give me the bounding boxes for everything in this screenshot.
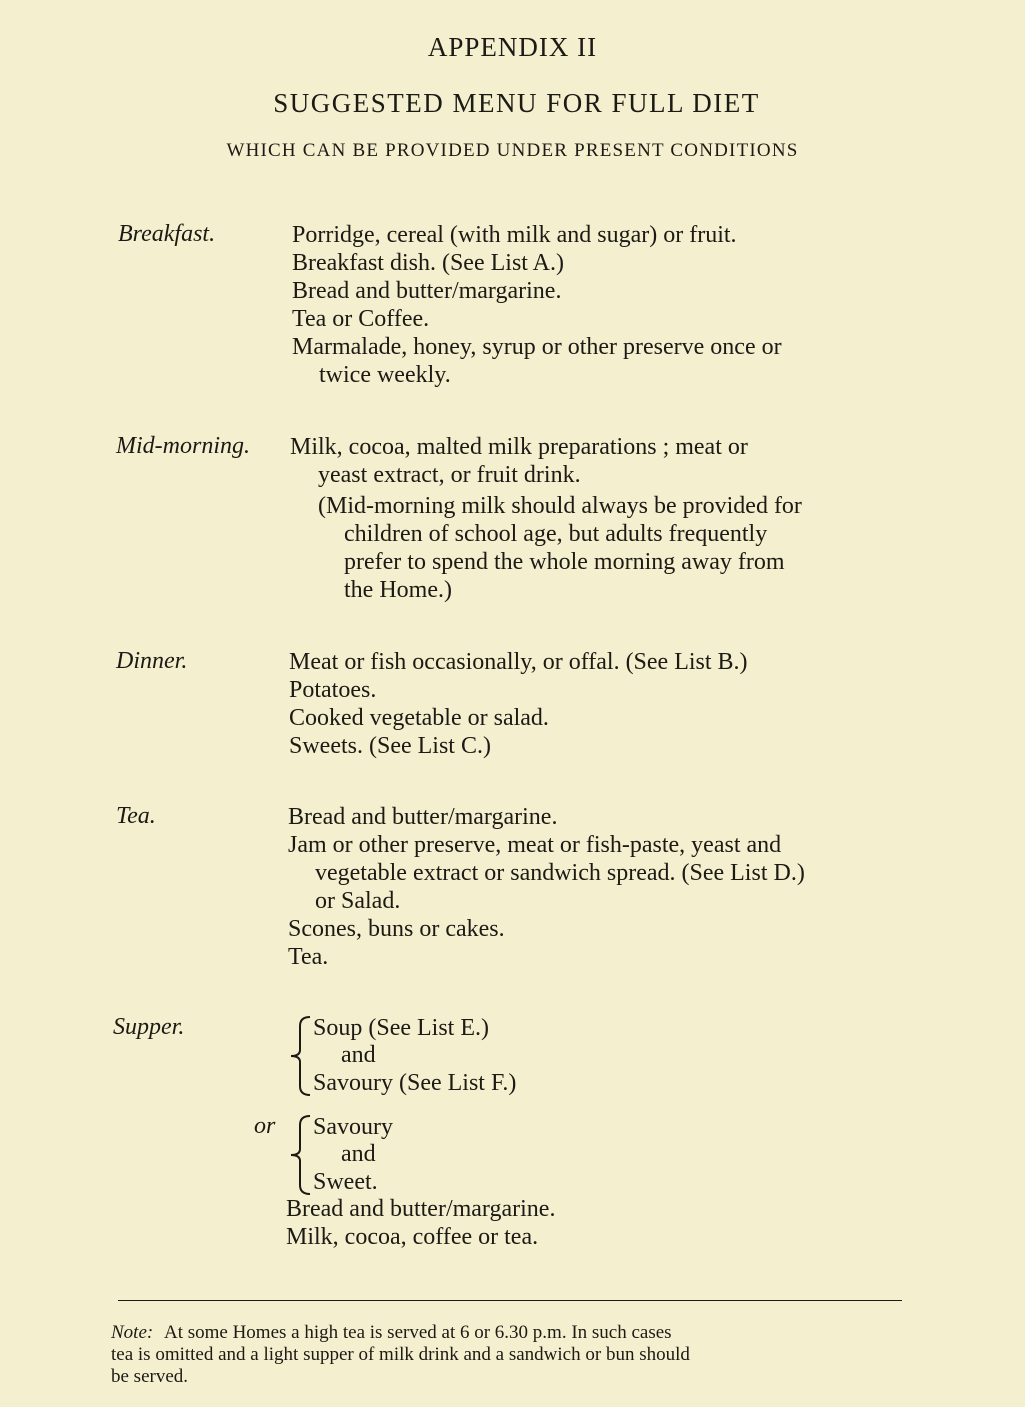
dinner-line: Meat or fish occasionally, or offal. (See List B.) bbox=[289, 649, 748, 675]
tea-line: vegetable extract or sandwich spread. (See List D.) bbox=[315, 860, 805, 886]
supper-option-line: and bbox=[341, 1042, 376, 1068]
breakfast-line: Breakfast dish. (See List A.) bbox=[292, 250, 564, 276]
tea-line: Scones, buns or cakes. bbox=[288, 916, 505, 942]
supper-line: Milk, cocoa, coffee or tea. bbox=[286, 1224, 539, 1250]
supper-option-line: and bbox=[341, 1141, 376, 1167]
midmorning-note-line: prefer to spend the whole morning away from bbox=[344, 549, 785, 575]
tea-line: Tea. bbox=[288, 944, 329, 970]
footnote-line: tea is omitted and a light supper of milk drink and a sandwich or bun should bbox=[111, 1344, 690, 1365]
tea-line: or Salad. bbox=[315, 888, 401, 914]
midmorning-note-line: (Mid-morning milk should always be provided for bbox=[318, 493, 802, 519]
tea-line: Bread and butter/margarine. bbox=[288, 804, 558, 830]
breakfast-line: Porridge, cereal (with milk and sugar) or fruit. bbox=[292, 222, 737, 248]
supper-label: Supper. bbox=[113, 1014, 185, 1040]
breakfast-line: Bread and butter/margarine. bbox=[292, 278, 562, 304]
footnote-divider bbox=[118, 1300, 902, 1301]
supper-option-line: Sweet. bbox=[313, 1169, 378, 1195]
midmorning-line: Milk, cocoa, malted milk preparations ; meat or bbox=[290, 434, 748, 460]
midmorning-line: yeast extract, or fruit drink. bbox=[318, 462, 581, 488]
page-title: SUGGESTED MENU FOR FULL DIET bbox=[273, 88, 760, 118]
footnote-line: At some Homes a high tea is served at 6 or 6.30 p.m. In such cases bbox=[163, 1322, 672, 1343]
footnote bbox=[111, 1322, 672, 1344]
left-brace-icon bbox=[286, 1113, 312, 1197]
midmorning-label: Mid-morning. bbox=[116, 433, 250, 459]
dinner-line: Cooked vegetable or salad. bbox=[289, 705, 549, 731]
dinner-line: Potatoes. bbox=[289, 677, 377, 703]
breakfast-line: Marmalade, honey, syrup or other preserve once or bbox=[292, 334, 782, 360]
left-brace-icon bbox=[286, 1014, 312, 1098]
breakfast-line: Tea or Coffee. bbox=[292, 306, 430, 332]
supper-line: Bread and butter/margarine. bbox=[286, 1196, 556, 1222]
dinner-label: Dinner. bbox=[116, 648, 188, 674]
page-subtitle: WHICH CAN BE PROVIDED UNDER PRESENT CONDITIONS bbox=[226, 140, 799, 161]
footnote-label: Note: bbox=[111, 1322, 154, 1343]
footnote-line: be served. bbox=[111, 1366, 189, 1387]
midmorning-note-line: the Home.) bbox=[344, 577, 452, 603]
supper-or-label: or bbox=[254, 1113, 276, 1139]
tea-label: Tea. bbox=[116, 803, 156, 829]
supper-option-line: Savoury (See List F.) bbox=[313, 1070, 517, 1096]
supper-option-line: Savoury bbox=[313, 1114, 393, 1140]
midmorning-note-line: children of school age, but adults frequently bbox=[344, 521, 768, 547]
tea-line: Jam or other preserve, meat or fish-paste, yeast and bbox=[288, 832, 782, 858]
breakfast-line: twice weekly. bbox=[319, 362, 451, 388]
dinner-line: Sweets. (See List C.) bbox=[289, 733, 491, 759]
breakfast-label: Breakfast. bbox=[118, 221, 216, 247]
appendix-heading: APPENDIX II bbox=[427, 32, 598, 62]
supper-option-line: Soup (See List E.) bbox=[313, 1015, 489, 1041]
